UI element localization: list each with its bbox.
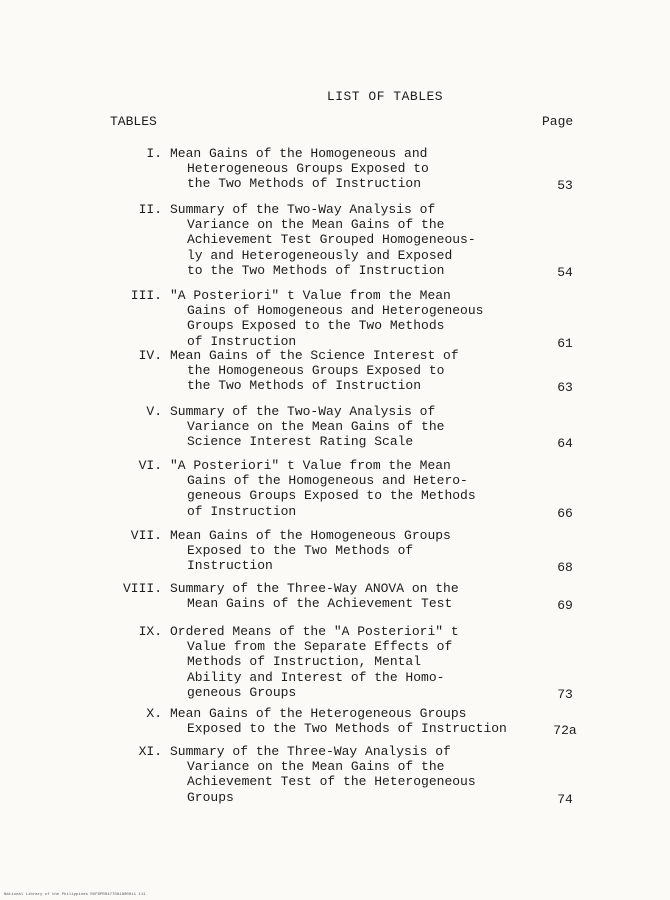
- page-number: 63: [557, 380, 573, 396]
- caption-line: Achievement Test of the Heterogeneous: [187, 774, 476, 790]
- table-caption: [170, 146, 540, 192]
- page-number: 68: [557, 560, 573, 576]
- table-caption: [170, 581, 540, 611]
- caption-line: Mean Gains of the Achievement Test: [187, 596, 453, 612]
- caption-line: Exposed to the Two Methods of Instruction: [187, 721, 507, 737]
- caption-line: Ordered Means of the "A Posteriori" t: [170, 624, 459, 639]
- caption-line: ly and Heterogeneously and Exposed: [187, 247, 453, 263]
- caption-line: Summary of the Two-Way Analysis of: [170, 404, 436, 419]
- caption-line: Gains of the Homogeneous and Hetero-: [187, 473, 468, 489]
- caption-line: Heterogeneous Groups Exposed to: [187, 161, 429, 177]
- table-caption: [170, 404, 540, 450]
- page-title: LIST OF TABLES: [326, 89, 444, 104]
- page-number: 61: [557, 335, 573, 351]
- caption-line: Variance on the Mean Gains of the: [187, 759, 445, 775]
- caption-line: to the Two Methods of Instruction: [187, 262, 445, 278]
- tables-column-header: TABLES: [110, 114, 157, 129]
- caption-line: Mean Gains of the Heterogeneous Groups: [170, 706, 467, 721]
- caption-line: Gains of Homogeneous and Heterogeneous: [187, 303, 484, 319]
- table-caption: [170, 528, 540, 574]
- page-number: 66: [557, 505, 573, 521]
- page-number: 53: [557, 178, 573, 194]
- table-caption: [170, 458, 540, 519]
- caption-line: Variance on the Mean Gains of the: [187, 419, 445, 435]
- caption-line: Exposed to the Two Methods of: [187, 543, 414, 559]
- table-number: IX.: [138, 624, 162, 639]
- page-column-header: Page: [542, 114, 574, 129]
- caption-line: Mean Gains of the Science Interest of: [170, 348, 459, 363]
- caption-line: Summary of the Three-Way Analysis of: [170, 744, 451, 759]
- table-caption: [170, 348, 540, 394]
- caption-line: the Two Methods of Instruction: [187, 176, 422, 192]
- table-number: VII.: [130, 528, 162, 543]
- page-number: 74: [557, 791, 573, 807]
- caption-line: Value from the Separate Effects of: [187, 639, 453, 655]
- caption-line: Science Interest Rating Scale: [187, 434, 414, 450]
- caption-line: "A Posteriori" t Value from the Mean: [170, 458, 451, 473]
- table-number: XI.: [138, 744, 162, 759]
- table-caption: [170, 288, 540, 349]
- caption-line: of Instruction: [187, 333, 297, 349]
- table-caption: [170, 202, 540, 278]
- caption-line: Summary of the Two-Way Analysis of: [170, 202, 436, 217]
- caption-line: Groups: [187, 789, 234, 805]
- table-number: III.: [130, 288, 162, 303]
- caption-line: the Homogeneous Groups Exposed to: [187, 363, 445, 379]
- caption-line: Mean Gains of the Homogeneous and: [170, 146, 428, 161]
- caption-line: Variance on the Mean Gains of the: [187, 217, 445, 233]
- table-number: VIII.: [122, 581, 162, 596]
- caption-line: of Instruction: [187, 503, 297, 519]
- table-caption: [170, 624, 540, 700]
- page-number: 69: [557, 598, 573, 614]
- page-number: 73: [557, 686, 573, 702]
- caption-line: the Two Methods of Instruction: [187, 378, 422, 394]
- table-caption: [170, 706, 540, 736]
- page-number: 72a: [553, 723, 577, 739]
- caption-line: Summary of the Three-Way ANOVA on the: [170, 581, 459, 596]
- caption-line: geneous Groups: [187, 684, 297, 700]
- page-number: 54: [557, 264, 573, 280]
- table-number: VI.: [138, 458, 162, 473]
- table-number: V.: [146, 404, 162, 419]
- caption-line: geneous Groups Exposed to the Methods: [187, 488, 476, 504]
- footer-note: National Library of the Philippines RUFDPR0477061800011 111: [4, 893, 146, 897]
- caption-line: Achievement Test Grouped Homogeneous-: [187, 232, 476, 248]
- table-number: II.: [138, 202, 162, 217]
- table-number: IV.: [138, 348, 162, 363]
- table-number: X.: [146, 706, 162, 721]
- table-number: I.: [146, 146, 162, 161]
- caption-line: Groups Exposed to the Two Methods: [187, 318, 445, 334]
- caption-line: Ability and Interest of the Homo-: [187, 669, 445, 685]
- caption-line: Mean Gains of the Homogeneous Groups: [170, 528, 451, 543]
- caption-line: Methods of Instruction, Mental: [187, 654, 422, 670]
- caption-line: "A Posteriori" t Value from the Mean: [170, 288, 451, 303]
- page-number: 64: [557, 436, 573, 452]
- caption-line: Instruction: [187, 558, 273, 574]
- table-caption: [170, 744, 540, 805]
